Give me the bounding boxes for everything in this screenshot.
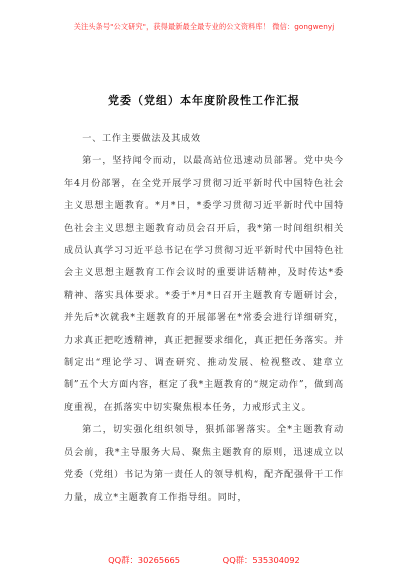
footer [0,554,408,566]
paragraph-1: 第一，坚持闻令而动，以最高站位迅速动员部署。党中央今年4月份部署，在全党开展学习贯彻习近平新时代中国特色社会主义思想主题教育。*月*日，*委学习贯彻习近平新时代中国特色社会主义思想主题教育动员会召开后，我*第一时间组织相关成员认真学习习近平总书记在学习贯彻习近平新时代中国特色社会主义思想主题教育工作会议时的重要讲话精神，及时传达*委精神、落实具体要求。*委于*月*日召开主题教育专题研讨会，并先后*次就我*主题教育的开展部署在*常委会进行详细研究，力求真正把吃透精神，真正把握要求细化，真正把任务落实。并制定出“理论学习、调查研究、推动发展、检视整改、建章立制”五个大方面内容，框定了我*主题教育的“规定动作”，做到高度重视，在抓落实中切实聚焦根本任务，力戒形式主义。 [64,156,344,413]
section-heading: 一、工作主要做法及其成效 [82,134,201,144]
page-title: 党委（党组）本年度阶段性工作汇报 [108,94,300,107]
document-body [64,128,344,509]
paragraph-2: 第二，切实强化组织领导，狠抓部署落实。全*主题教育动员会前，我*主导服务大局、聚焦主题教育的原则，迅速成立以党委（党组）书记为第一责任人的领导机构，配齐配强骨干工作力量，成立*主题教育工作指导组。同时， [64,425,344,503]
footer-qq-group-1: QQ群：30265665 [108,555,181,565]
footer-qq-group-2: QQ群：535304092 [222,555,300,565]
top-banner: 关注头条号"公文研究"，获得最新最全最专业的公文资料库！ 微信：gongwenyj [73,22,335,31]
